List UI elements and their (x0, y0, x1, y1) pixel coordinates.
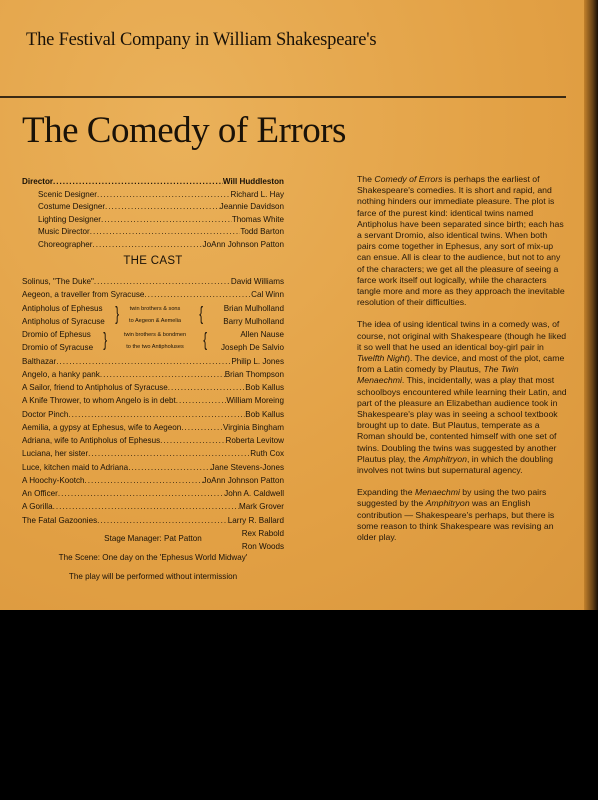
page-binding-shadow (584, 0, 598, 610)
header-rule (0, 96, 566, 98)
pair-note: twin brothers & sons to Aegeon & Aemelia (129, 305, 181, 324)
credit-row: Director ..... Will Huddleston (22, 176, 284, 189)
play-title: The Comedy of Errors (22, 110, 346, 151)
cast-heading: THE CAST (123, 255, 183, 267)
credit-row: Scenic Designer ..... Richard L. Hay (22, 189, 284, 202)
cast-row: A Knife Thrower, to whom Angelo is in debt ..... William Moreing (22, 394, 284, 407)
credit-row: Music Director ..... Todd Barton (22, 226, 284, 239)
cast-row: Solinus, "The Duke" ..... David Williams (22, 275, 284, 288)
cast-row: A Gorilla ..... Mark Grover (22, 500, 284, 513)
cast-row: Angelo, a hanky pank ..... Brian Thompson (22, 368, 284, 381)
pair-name: Joseph De Salvio (221, 343, 284, 353)
essay-paragraph: Expanding the Menaechmi by using the two pairs suggested by the Amphitryon was an English contribution — Shakespeare's perhaps, but there is some reason to think Shakespeare was revising an older play. (357, 487, 555, 543)
pair-name: Brian Mulholland (223, 303, 284, 313)
cast-row: Aemilia, a gypsy at Ephesus, wife to Aegeon ..... Virginia Bingham (22, 421, 284, 434)
credit-row: Costume Designer ..... Jeannie Davidson (22, 201, 284, 214)
cast-row: Aegeon, a traveller from Syracuse ..... Cal Winn (22, 288, 284, 301)
cast-continued-name: Rex Rabold (241, 528, 284, 538)
left-brace-icon: } (115, 303, 120, 325)
left-brace-icon: } (103, 330, 108, 351)
credit-row: Lighting Designer ..... Thomas White (22, 214, 284, 227)
pair-name: Allen Nause (240, 330, 284, 339)
pair-role: Antipholus of Ephesus (22, 303, 103, 313)
cast-row: Doctor Pinch ..... Bob Kallus (22, 408, 284, 421)
twin-pair-dromio (22, 328, 284, 355)
production-notes (22, 529, 284, 586)
cast-row: Luce, kitchen maid to Adriana ..... Jane Stevens-Jones (22, 461, 284, 474)
cast-row: The Fatal Gazoonies ..... Larry R. Ballard (22, 514, 284, 527)
pair-role: Dromio of Syracuse (22, 343, 94, 353)
twin-pair-antipholus (22, 302, 284, 329)
cast-continued-name: Ron Woods (241, 542, 284, 551)
essay-paragraph: The Comedy of Errors is perhaps the earliest of Shakespeare's comedies. It is short and rapid, and nothing hinders our immediate pleasure. The plot is farce of the purest kind: identical twins named Antipholus have been separated since birth; each has a servant Dromio, also identical twins. When both pairs come together in Ephesus, any sort of mix-up can ensue. All is clear to the audience, but not to any of the characters; we get all the pleasure of seeing a farce work itself out logically, while the characters tangle more and more as they approach the inevitable resolution of their difficulties. (357, 174, 565, 308)
cast-row: Luciana, her sister ..... Ruth Cox (22, 447, 284, 460)
pair-name: Barry Mulholland (223, 316, 284, 326)
cast-row: Adriana, wife to Antipholus of Ephesus ..... Roberta Levitow (22, 434, 284, 447)
essay-paragraph: The idea of using identical twins in a comedy was, of course, not original with Shakespeare (though he liked it so well that he used an identical boy-girl pair in Twelfth Night). The device, and most of the plot, came from a Latin comedy by Plautus, The Twin Menaechmi. This, incidentally, was a play that most schoolboys encountered while learning their Latin, and part of the pleasure an Elizabethan audience took in Shakespeare's play was in seeing a school textbook brought up to date. But Plautus, temperate as a Roman should be, contented himself with one set of twins. Doubling the twins was suggested by another Plautus play, the Amphitryon, in which the doubling involves not twins but supernatural agency. (357, 319, 567, 476)
intermission-note: The play will be performed without intermission (68, 572, 238, 581)
production-credits (22, 176, 284, 252)
cast-row: An Officer ..... John A. Caldwell (22, 487, 284, 500)
cast-row: A Sailor, friend to Antipholus of Syracuse ..... Bob Kallus (22, 381, 284, 394)
program-essay (357, 174, 567, 554)
scene-note: The Scene: One day on the 'Ephesus World Midway' (58, 553, 248, 562)
cast-row: Balthazar ..... Philip L. Jones (22, 355, 284, 368)
company-header: The Festival Company in William Shakespeare's (26, 30, 377, 50)
cast-row: A Hoochy-Kootch ..... JoAnn Johnson Patton (22, 474, 284, 487)
pair-note: twin brothers & bondmen to the two Antipholuses (123, 332, 187, 350)
stage-manager: Stage Manager: Pat Patton (104, 534, 202, 543)
right-brace-icon: { (203, 330, 208, 351)
credit-row: Choreographer ..... JoAnn Johnson Patton (22, 239, 284, 252)
right-brace-icon: { (199, 303, 204, 325)
pair-role: Antipholus of Syracuse (22, 316, 105, 326)
cast-list (22, 275, 284, 553)
pair-role: Dromio of Ephesus (22, 330, 91, 339)
